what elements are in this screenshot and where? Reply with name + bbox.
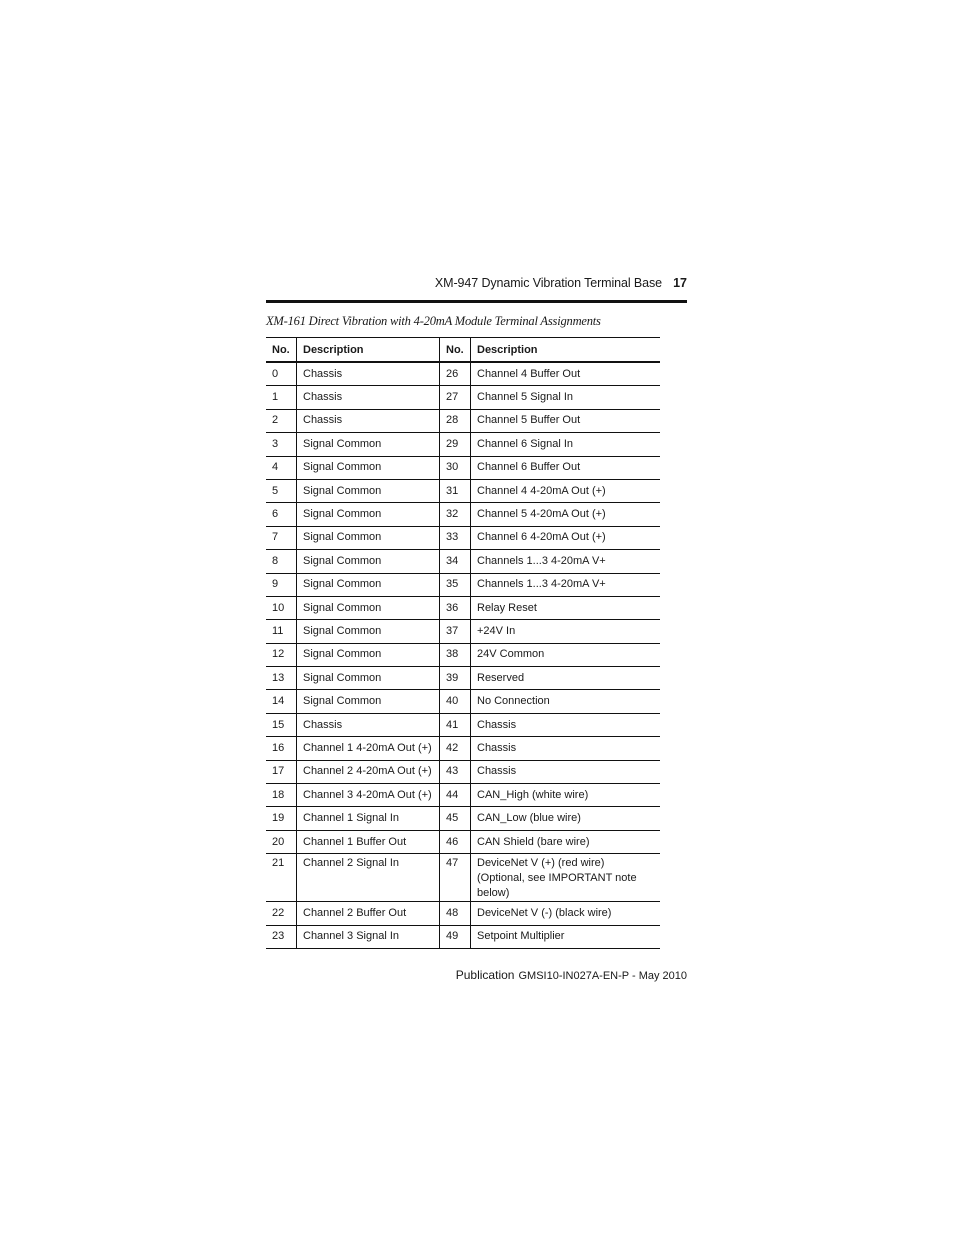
column-header-no-left: No. xyxy=(266,338,297,363)
terminal-description: DeviceNet V (+) (red wire) (Optional, see IMPORTANT note below) xyxy=(471,854,661,902)
terminal-description: Signal Common xyxy=(297,479,440,502)
terminal-number: 29 xyxy=(440,433,471,456)
terminal-number: 38 xyxy=(440,643,471,666)
terminal-description: Channels 1...3 4-20mA V+ xyxy=(471,550,661,573)
table-row xyxy=(266,573,660,596)
terminal-number: 16 xyxy=(266,737,297,760)
table-row xyxy=(266,362,660,386)
terminal-description: Chassis xyxy=(471,737,661,760)
table-row xyxy=(266,620,660,643)
page-number: 17 xyxy=(673,276,687,290)
table-row xyxy=(266,526,660,549)
table-row xyxy=(266,433,660,456)
table-row xyxy=(266,925,660,948)
terminal-description: Chassis xyxy=(297,409,440,432)
terminal-description: Channel 5 4-20mA Out (+) xyxy=(471,503,661,526)
terminal-description: Channel 2 4-20mA Out (+) xyxy=(297,760,440,783)
terminal-description: Signal Common xyxy=(297,596,440,619)
header-title: XM-947 Dynamic Vibration Terminal Base xyxy=(434,276,662,290)
terminal-number: 42 xyxy=(440,737,471,760)
terminal-description: Signal Common xyxy=(297,550,440,573)
terminal-number: 15 xyxy=(266,713,297,736)
terminal-number: 3 xyxy=(266,433,297,456)
terminal-description: No Connection xyxy=(471,690,661,713)
footer-publication-label: Publication xyxy=(455,968,515,982)
terminal-number: 27 xyxy=(440,386,471,409)
table-row xyxy=(266,784,660,807)
table-row xyxy=(266,667,660,690)
terminal-number: 39 xyxy=(440,667,471,690)
footer xyxy=(456,968,687,982)
table-row xyxy=(266,902,660,925)
terminal-number: 11 xyxy=(266,620,297,643)
terminal-number: 32 xyxy=(440,503,471,526)
running-header xyxy=(266,274,687,303)
terminal-number: 46 xyxy=(440,830,471,853)
table-row xyxy=(266,713,660,736)
terminal-description: Channel 4 4-20mA Out (+) xyxy=(471,479,661,502)
terminal-description: Channel 3 4-20mA Out (+) xyxy=(297,784,440,807)
table-header-row xyxy=(266,338,660,363)
terminal-number: 2 xyxy=(266,409,297,432)
terminal-description: Signal Common xyxy=(297,573,440,596)
terminal-number: 49 xyxy=(440,925,471,948)
terminal-number: 13 xyxy=(266,667,297,690)
terminal-description: Channel 4 Buffer Out xyxy=(471,362,661,386)
terminal-description: Signal Common xyxy=(297,690,440,713)
terminal-number: 14 xyxy=(266,690,297,713)
terminal-description: 24V Common xyxy=(471,643,661,666)
terminal-description: Relay Reset xyxy=(471,596,661,619)
terminal-description: Chassis xyxy=(471,760,661,783)
terminal-number: 35 xyxy=(440,573,471,596)
terminal-description: Channel 6 Buffer Out xyxy=(471,456,661,479)
table-row xyxy=(266,386,660,409)
table-row xyxy=(266,409,660,432)
terminal-number: 37 xyxy=(440,620,471,643)
terminal-number: 40 xyxy=(440,690,471,713)
table-row xyxy=(266,807,660,830)
terminal-description: Reserved xyxy=(471,667,661,690)
table-row xyxy=(266,503,660,526)
terminal-description: Channels 1...3 4-20mA V+ xyxy=(471,573,661,596)
terminal-number: 21 xyxy=(266,854,297,902)
terminal-number: 28 xyxy=(440,409,471,432)
terminal-assignments-table xyxy=(266,337,660,949)
terminal-description: Signal Common xyxy=(297,526,440,549)
terminal-number: 5 xyxy=(266,479,297,502)
column-header-no-right: No. xyxy=(440,338,471,363)
terminal-number: 8 xyxy=(266,550,297,573)
terminal-number: 45 xyxy=(440,807,471,830)
terminal-description: Channel 5 Buffer Out xyxy=(471,409,661,432)
terminal-description: Chassis xyxy=(297,386,440,409)
table-row xyxy=(266,737,660,760)
table-row xyxy=(266,854,660,902)
table-row xyxy=(266,760,660,783)
terminal-description: Chassis xyxy=(297,713,440,736)
terminal-number: 33 xyxy=(440,526,471,549)
terminal-number: 17 xyxy=(266,760,297,783)
terminal-number: 12 xyxy=(266,643,297,666)
terminal-number: 47 xyxy=(440,854,471,902)
table-row xyxy=(266,830,660,853)
terminal-description: CAN_Low (blue wire) xyxy=(471,807,661,830)
terminal-number: 41 xyxy=(440,713,471,736)
terminal-description: Signal Common xyxy=(297,667,440,690)
terminal-description: Channel 6 4-20mA Out (+) xyxy=(471,526,661,549)
terminal-number: 18 xyxy=(266,784,297,807)
terminal-description: Channel 1 Buffer Out xyxy=(297,830,440,853)
terminal-description: CAN Shield (bare wire) xyxy=(471,830,661,853)
terminal-number: 23 xyxy=(266,925,297,948)
terminal-description: Signal Common xyxy=(297,433,440,456)
table-row xyxy=(266,456,660,479)
terminal-number: 9 xyxy=(266,573,297,596)
terminal-number: 31 xyxy=(440,479,471,502)
table-row xyxy=(266,596,660,619)
terminal-number: 7 xyxy=(266,526,297,549)
terminal-description: CAN_High (white wire) xyxy=(471,784,661,807)
terminal-description: Channel 6 Signal In xyxy=(471,433,661,456)
terminal-number: 10 xyxy=(266,596,297,619)
terminal-description: Signal Common xyxy=(297,643,440,666)
terminal-number: 26 xyxy=(440,362,471,386)
terminal-description: +24V In xyxy=(471,620,661,643)
column-header-description-right: Description xyxy=(471,338,661,363)
terminal-description: Signal Common xyxy=(297,503,440,526)
column-header-description-left: Description xyxy=(297,338,440,363)
terminal-number: 43 xyxy=(440,760,471,783)
terminal-number: 30 xyxy=(440,456,471,479)
terminal-description: Channel 5 Signal In xyxy=(471,386,661,409)
terminal-description: Channel 1 Signal In xyxy=(297,807,440,830)
terminal-number: 22 xyxy=(266,902,297,925)
table-caption: XM-161 Direct Vibration with 4-20mA Module Terminal Assignments xyxy=(266,314,601,328)
terminal-description: DeviceNet V (-) (black wire) xyxy=(471,902,661,925)
terminal-description: Channel 1 4-20mA Out (+) xyxy=(297,737,440,760)
terminal-number: 0 xyxy=(266,362,297,386)
terminal-number: 44 xyxy=(440,784,471,807)
terminal-number: 36 xyxy=(440,596,471,619)
table-row xyxy=(266,550,660,573)
terminal-number: 19 xyxy=(266,807,297,830)
terminal-number: 1 xyxy=(266,386,297,409)
terminal-number: 6 xyxy=(266,503,297,526)
table-body xyxy=(266,362,660,948)
terminal-description: Channel 2 Buffer Out xyxy=(297,902,440,925)
terminal-description: Channel 2 Signal In xyxy=(297,854,440,902)
terminal-number: 34 xyxy=(440,550,471,573)
table-row xyxy=(266,690,660,713)
terminal-number: 20 xyxy=(266,830,297,853)
terminal-number: 48 xyxy=(440,902,471,925)
terminal-description: Chassis xyxy=(297,362,440,386)
terminal-description: Signal Common xyxy=(297,620,440,643)
terminal-description: Chassis xyxy=(471,713,661,736)
terminal-description: Channel 3 Signal In xyxy=(297,925,440,948)
terminal-description: Signal Common xyxy=(297,456,440,479)
footer-publication-code: GMSI10-IN027A-EN-P - May 2010 xyxy=(518,970,687,982)
table-row xyxy=(266,643,660,666)
terminal-number: 4 xyxy=(266,456,297,479)
table-row xyxy=(266,479,660,502)
terminal-description: Setpoint Multiplier xyxy=(471,925,661,948)
